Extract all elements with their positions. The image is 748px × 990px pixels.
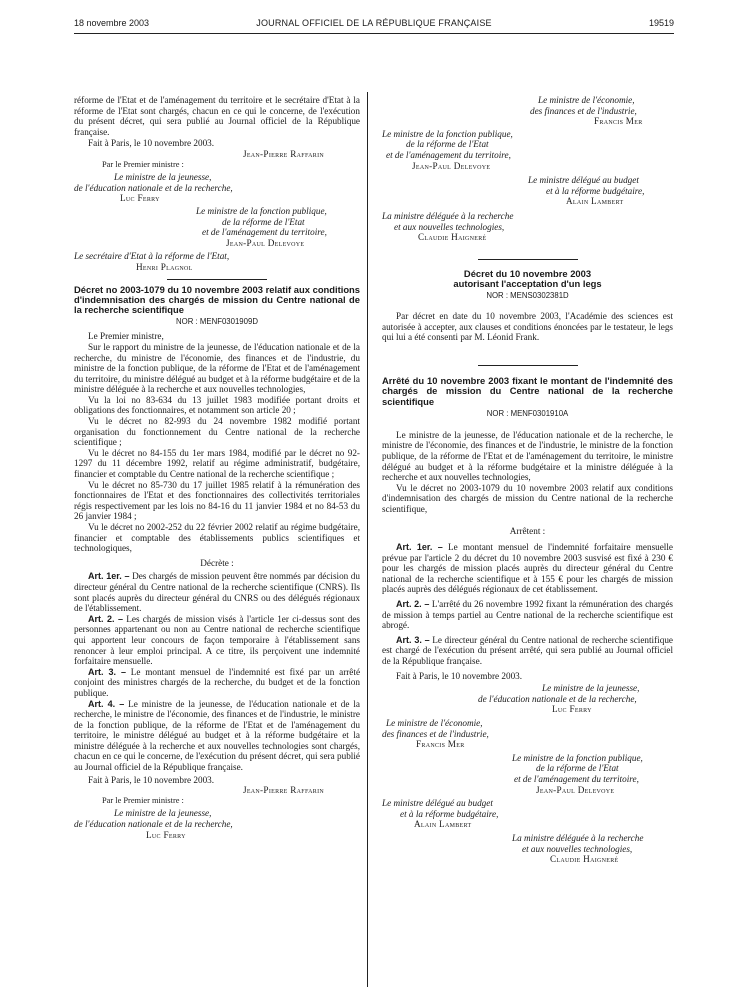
- legs-text: Par décret en date du 10 novembre 2003, l'Académie des sciences est autorisée à accepter, aux clauses et conditions énoncées par le testateur, le legs qui lui a été consenti par M. Léonid Frank.: [382, 311, 673, 343]
- ministre-budget-l1: Le ministre délégué au budget: [528, 175, 639, 186]
- final-recherche-l1: La ministre déléguée à la recherche: [512, 832, 644, 843]
- article-3-text: Le montant mensuel de l'indemnité est fixé par un arrêté conjoint des ministres chargés de la recherche, du budget et de la fonction publique.: [74, 666, 361, 698]
- signature-ferry-2: Luc Ferry: [146, 829, 186, 840]
- ministre-jeunesse-l2: de l'éducation nationale et de la recherche,: [74, 182, 233, 193]
- final-signature-delevoye: Jean-Paul Delevoye: [536, 784, 615, 795]
- par-premier-ministre-2: Par le Premier ministre :: [102, 795, 184, 805]
- header-date: 18 novembre 2003: [74, 18, 150, 28]
- arrete-vu: Vu le décret no 2003-1079 du 10 novembre 2003 relatif aux conditions d'indemnisation des chargés de mission du Centre national de la recherche scientifique,: [382, 482, 673, 514]
- fait-a-paris: Fait à Paris, le 10 novembre 2003.: [88, 138, 215, 149]
- signature-delevoye: Jean-Paul Delevoye: [226, 237, 305, 248]
- signature-haignere: Claudie Haigneré: [418, 232, 487, 243]
- intro-text: réforme de l'Etat et de l'aménagement du territoire et le secrétaire d'Etat à la réforme de l'Etat sont chargés, chacun en ce qui le concerne, de l'exécution du présent décret, qui sera publié au Journal officiel de la République française.: [74, 95, 360, 137]
- arrete-article-2-text: L'arrêté du 26 novembre 1992 fixant la rémunération des chargés de mission à temps partiel au Centre national de la recherche scientifique est abrogé.: [382, 599, 673, 631]
- decree-title: Décret no 2003-1079 du 10 novembre 2003 relatif aux conditions d'indemnisation des chargés de mission du Centre national de la recherche scientifique: [74, 283, 360, 316]
- premier-ministre: Le Premier ministre,: [88, 331, 164, 342]
- left-column: [74, 95, 360, 840]
- ministre-recherche-l1: La ministre déléguée à la recherche: [382, 210, 514, 221]
- final-fp-l3: et de l'aménagement du territoire,: [514, 773, 639, 784]
- final-jeunesse-l1: Le ministre de la jeunesse,: [542, 683, 640, 694]
- final-budget-l2: et à la réforme budgétaire,: [400, 808, 499, 819]
- article-1: [74, 571, 360, 613]
- decret-legs-nor: NOR : MENS0302381D: [486, 290, 569, 300]
- header-journal-title: JOURNAL OFFICIEL DE LA RÉPUBLIQUE FRANÇAISE: [256, 18, 492, 28]
- fait-a-paris-3: Fait à Paris, le 10 novembre 2003.: [396, 670, 523, 681]
- final-signature-lambert: Alain Lambert: [414, 819, 472, 830]
- right-column: [382, 95, 673, 865]
- ministre-fp-r-l3: et de l'aménagement du territoire,: [386, 149, 511, 160]
- arrete-article-1: [382, 542, 673, 595]
- arrete-article-1-text: Le montant mensuel de l'indemnité forfaitaire mensuelle prévue par l'article 2 du décret du 10 novembre 2003 susvisé est fixé à 230 € pour les chargés de mission placés auprès du directeur général du Centre national de la recherche scientifique et à 155 € pour les chargés de mission placés auprès des délégués régionaux de cet établissement.: [382, 542, 673, 595]
- signature-lambert: Alain Lambert: [566, 196, 624, 207]
- arretent: Arrêtent :: [509, 526, 546, 537]
- final-budget-l1: Le ministre délégué au budget: [382, 798, 493, 809]
- arrete-article-2: [382, 599, 673, 631]
- separator-r2: [478, 365, 578, 366]
- arrete-article-3-label: Art. 3. –: [396, 634, 430, 645]
- article-1-label: Art. 1er. –: [88, 571, 130, 582]
- final-jeunesse-l2: de l'éducation nationale et de la recherche,: [478, 693, 637, 704]
- signature-raffarin-2: Jean-Pierre Raffarin: [242, 785, 324, 796]
- header-rule: [74, 33, 674, 34]
- vu-2: Vu le décret no 82-993 du 24 novembre 1982 modifié portant organisation du fonctionnement du Centre national de la recherche scientifique ;: [74, 416, 360, 448]
- article-3-label: Art. 3. –: [88, 666, 126, 677]
- final-signature-haignere: Claudie Haigneré: [550, 854, 619, 865]
- final-signature-ferry: Luc Ferry: [552, 704, 592, 715]
- final-recherche-l2: et aux nouvelles technologies,: [522, 843, 633, 854]
- signature-ferry: Luc Ferry: [120, 193, 160, 204]
- article-4-label: Art. 4. –: [88, 698, 125, 709]
- article-4-text: Le ministre de la jeunesse, de l'éducation nationale et de la recherche, le ministre de l'économie, des finances et de l'industrie, le ministre de la fonction publique, de la réforme de l'Etat et de l'aménagement du territoire, le ministre délégué au budget et à la réforme budgétaire et la ministre déléguée à la recherche et aux nouvelles technologies sont chargés, chacun en ce qui le concerne, de l'exécution du présent décret, qui sera publié au Journal officiel de la République française.: [74, 698, 361, 773]
- decret-legs-title-l2: autorisant l'acceptation d'un legs: [453, 278, 602, 290]
- vu-3: Vu le décret no 84-155 du 1er mars 1984, modifié par le décret no 92-1297 du 11 décembre 1992, relatif au régime administratif, budgétaire, financier et comptable du Centre national de la recherche scientifique ;: [74, 447, 360, 480]
- secretaire-etat: Le secrétaire d'Etat à la réforme de l'Etat,: [74, 251, 230, 262]
- ministre-fp-r-l2: de la réforme de l'Etat: [406, 139, 489, 150]
- ministre-fp-l1: Le ministre de la fonction publique,: [196, 205, 327, 216]
- ministre-eco-l1: Le ministre de l'économie,: [538, 95, 635, 105]
- article-2: [74, 614, 360, 667]
- final-eco-l2: des finances et de l'industrie,: [382, 728, 489, 739]
- arrete-article-3: [382, 635, 673, 667]
- header-page-number: 19519: [648, 18, 674, 28]
- ministre-budget-l2: et à la réforme budgétaire,: [546, 185, 645, 196]
- signature-mer: Francis Mer: [594, 116, 643, 127]
- separator: [167, 279, 267, 280]
- decret-legs-title-l1: Décret du 10 novembre 2003: [463, 267, 592, 279]
- ministre-eco-l2: des finances et de l'industrie,: [530, 105, 637, 116]
- arrete-nor: NOR : MENF0301910A: [486, 409, 569, 419]
- ministre-recherche-l2: et aux nouvelles technologies,: [394, 221, 505, 232]
- column-divider: [367, 92, 368, 987]
- arrete-title: Arrêté du 10 novembre 2003 fixant le montant de l'indemnité des chargés de mission du Centre national de la recherche scientifique: [382, 374, 673, 407]
- page-header: [0, 18, 748, 32]
- article-2-text: Les chargés de mission visés à l'article 1er ci-dessus sont des personnes appartenant ou non au Centre national de recherche scientifique qui apportent leur concours de façon temporaire à l'établissement sans renoncer à leur emploi principal. A ce titre, ils perçoivent une indemnité forfaitaire mensuelle.: [74, 613, 360, 667]
- ministre-fp-l2: de la réforme de l'Etat: [222, 216, 305, 227]
- arrete-article-2-label: Art. 2. –: [396, 599, 430, 610]
- ministre-jeunesse2-l2: de l'éducation nationale et de la recherche,: [74, 819, 233, 830]
- signature-delevoye-r: Jean-Paul Delevoye: [412, 160, 491, 171]
- article-3: [74, 667, 360, 699]
- article-4: [74, 699, 360, 773]
- ministre-jeunesse-l1: Le ministre de la jeunesse,: [114, 172, 212, 183]
- arrete-article-3-text: Le directeur général du Centre national de recherche scientifique est chargé de l'exécution du présent arrêté, qui sera publié au Journal officiel de la République française.: [382, 634, 673, 666]
- vu-5: Vu le décret no 2002-252 du 22 février 2002 relatif au régime budgétaire, financier et comptable des établissements publics scientifiques et technologiques,: [74, 522, 360, 554]
- par-premier-ministre: Par le Premier ministre :: [102, 159, 184, 169]
- decree-nor: NOR : MENF0301909D: [176, 316, 258, 326]
- separator-r1: [478, 259, 578, 260]
- rapport: Sur le rapport du ministre de la jeunesse, de l'éducation nationale et de la recherche, du ministre de l'économie, des finances et de l'industrie, du ministre de la fonction publique, de la réforme de l'Etat et de l'aménagement du territoire, du ministre délégué au budget et à la réforme budgétaire et de la ministre déléguée à la recherche et aux nouvelles technologies,: [74, 341, 360, 395]
- vu-4: Vu le décret no 85-730 du 17 juillet 1985 relatif à la rémunération des fonctionnaires de l'Etat et des fonctionnaires des collectivités territoriales régis respectivement par les lois no 84-16 du 11 janvier 1984 et no 84-53 du 26 janvier 1984 ;: [74, 479, 360, 522]
- signature-plagnol: Henri Plagnol: [136, 261, 193, 272]
- ministre-fp-r-l1: Le ministre de la fonction publique,: [382, 128, 513, 139]
- ministre-jeunesse2-l1: Le ministre de la jeunesse,: [114, 808, 212, 819]
- decrete: Décrète :: [200, 557, 234, 568]
- article-2-label: Art. 2. –: [88, 613, 123, 624]
- final-fp-l1: Le ministre de la fonction publique,: [512, 752, 643, 763]
- signature-raffarin: Jean-Pierre Raffarin: [242, 148, 324, 159]
- final-eco-l1: Le ministre de l'économie,: [386, 717, 483, 728]
- fait-a-paris-2: Fait à Paris, le 10 novembre 2003.: [88, 774, 215, 785]
- article-1-text: Des chargés de mission peuvent être nommés par décision du directeur général du Centre national de la recherche scientifique (CNRS). Ils sont placés auprès du directeur général du CNRS ou des délégués régionaux de l'établissement.: [74, 571, 360, 614]
- vu-1: Vu la loi no 83-634 du 13 juillet 1983 modifiée portant droits et obligations des fonctionnaires, et notamment son article 20 ;: [74, 394, 360, 416]
- final-signature-mer: Francis Mer: [416, 739, 465, 750]
- ministre-fp-l3: et de l'aménagement du territoire,: [202, 227, 327, 238]
- arrete-intro: Le ministre de la jeunesse, de l'éducation nationale et de la recherche, le ministre de l'économie, des finances et de l'industrie, le ministre de la fonction publique, de la réforme de l'Etat et de l'aménagement du territoire, le ministre délégué au budget et à la réforme budgétaire et la ministre déléguée à la recherche et aux nouvelles technologies,: [382, 429, 673, 483]
- arrete-article-1-label: Art. 1er. –: [396, 542, 443, 553]
- final-fp-l2: de la réforme de l'Etat: [536, 763, 619, 774]
